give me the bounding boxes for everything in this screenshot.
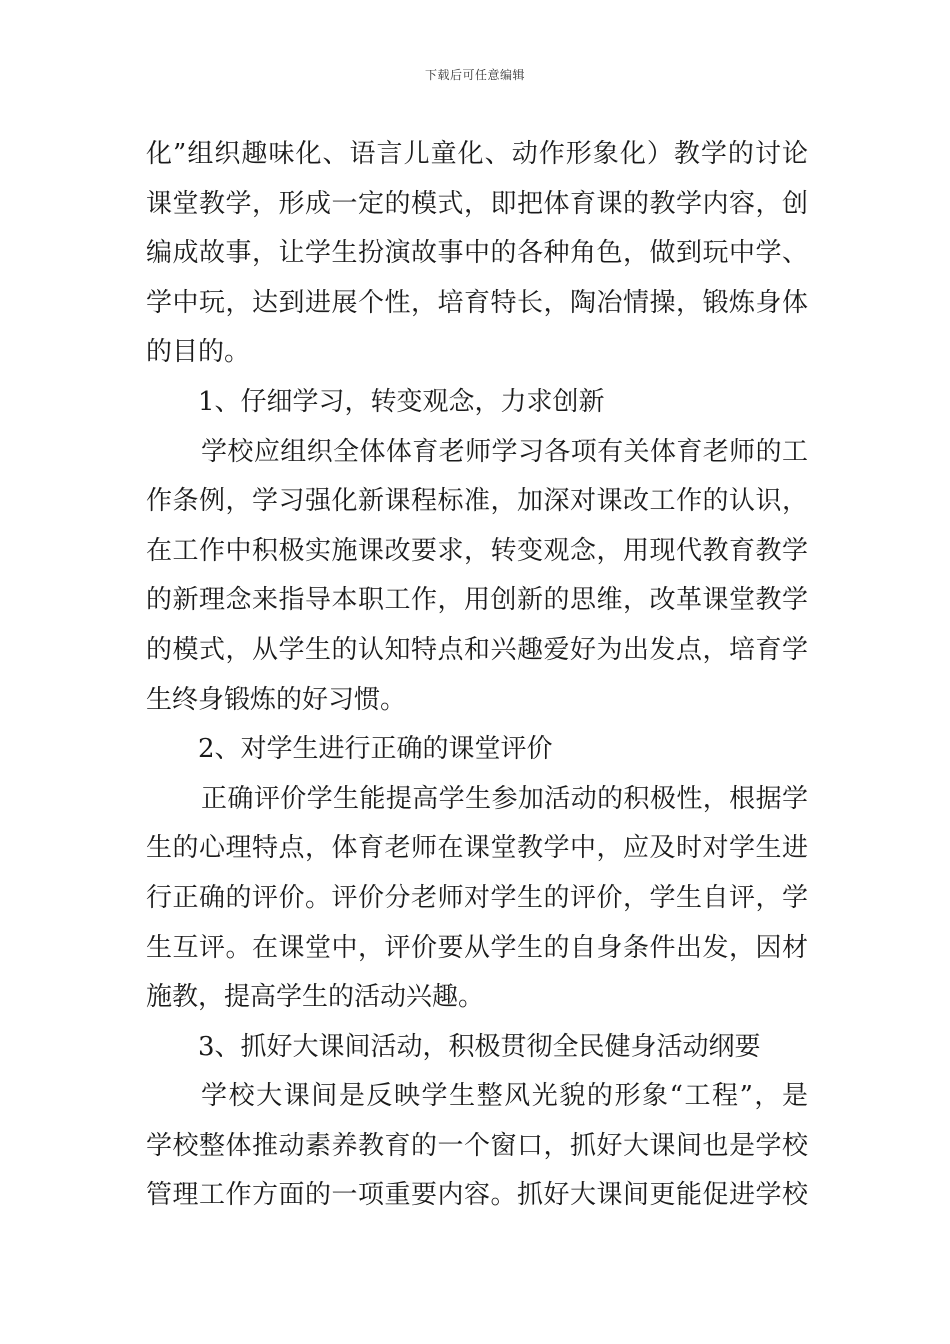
text-line: 行正确的评价。评价分老师对学生的评价，学生自评，学 xyxy=(146,882,808,913)
text-line: 的新理念来指导本职工作，用创新的思维，改革课堂教学 xyxy=(146,585,808,616)
text-line: 课堂教学，形成一定的模式，即把体育课的教学内容，创 xyxy=(146,188,808,219)
text-line: 学校大课间是反映学生整风光貌的形象“工程”，是 xyxy=(201,1081,808,1112)
text-line: 生的心理特点，体育老师在课堂教学中，应及时对学生进 xyxy=(146,833,808,864)
document-body xyxy=(146,130,808,1221)
text-line: 学校整体推动素养教育的一个窗口，抓好大课间也是学校 xyxy=(146,1130,808,1161)
page-header: 下载后可任意编辑 xyxy=(424,68,525,82)
section-heading: 1、仔细学习，转变观念，力求创新 xyxy=(198,386,605,417)
text-line: 管理工作方面的一项重要内容。抓好大课间更能促进学校 xyxy=(146,1180,808,1211)
text-line: 作条例，学习强化新课程标准，加深对课改工作的认识， xyxy=(146,486,808,517)
text-line: 学中玩，达到进展个性，培育特长，陶冶情操，锻炼身体 xyxy=(146,287,808,318)
section-heading: 3、抓好大课间活动，积极贯彻全民健身活动纲要 xyxy=(198,1031,761,1062)
text-line: 施教，提高学生的活动兴趣。 xyxy=(146,982,485,1013)
text-line: 编成故事，让学生扮演故事中的各种角色，做到玩中学、 xyxy=(146,238,808,269)
text-line: 生终身锻炼的好习惯。 xyxy=(146,684,407,715)
text-line: 在工作中积极实施课改要求，转变观念，用现代教育教学 xyxy=(146,535,808,566)
text-line: 生互评。在课堂中，评价要从学生的自身条件出发，因材 xyxy=(146,932,808,963)
text-line: 正确评价学生能提高学生参加活动的积极性，根据学 xyxy=(201,783,808,814)
text-line: 学校应组织全体体育老师学习各项有关体育老师的工 xyxy=(201,436,808,467)
section-heading: 2、对学生进行正确的课堂评价 xyxy=(198,734,553,765)
text-line: 的模式，从学生的认知特点和兴趣爱好为出发点，培育学 xyxy=(146,634,808,665)
text-line: 化”组织趣味化、语言儿童化、动作形象化）教学的讨论 xyxy=(146,139,808,169)
text-line: 的目的。 xyxy=(146,337,251,368)
